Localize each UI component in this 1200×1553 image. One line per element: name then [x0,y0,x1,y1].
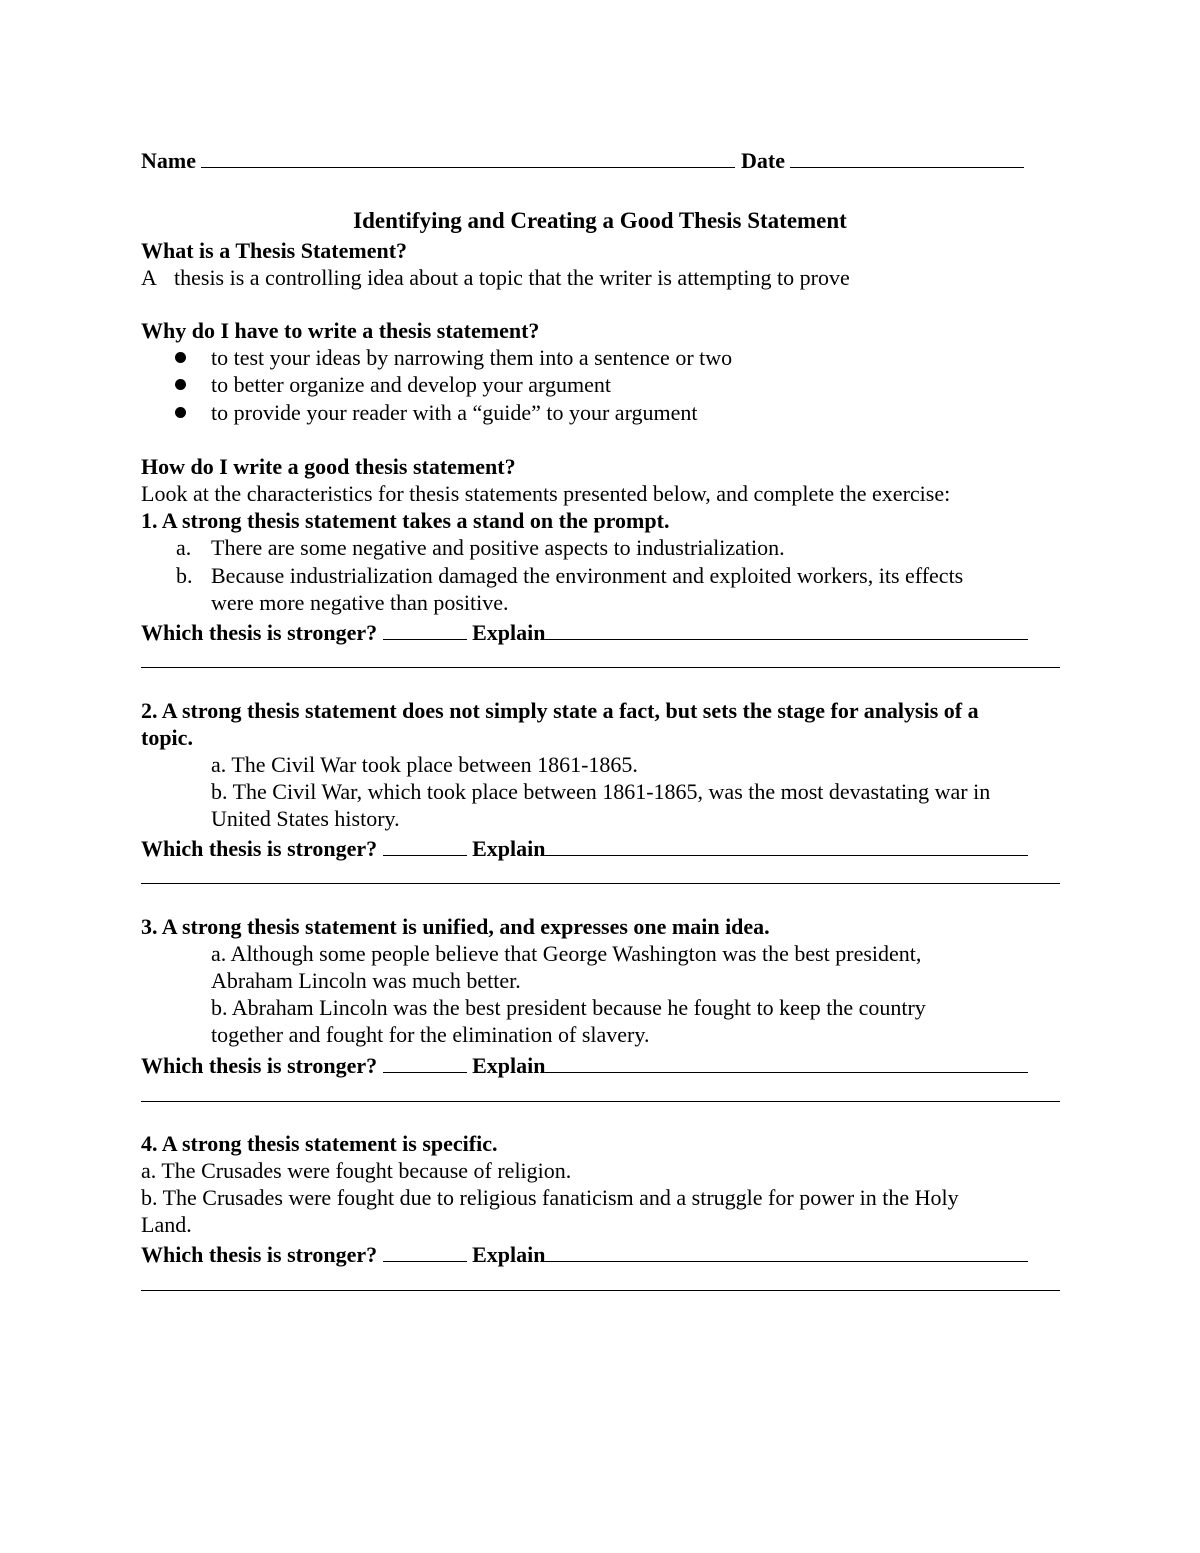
explain-label: Explain [472,1242,546,1267]
section-2-heading-cont: topic. [141,725,193,750]
section-3-option-b-cont: together and fought for the elimination of slavery. [211,1022,650,1047]
section-1-b-marker: b. [176,563,193,588]
section-1-answer-line[interactable] [141,667,1060,668]
section-4-explain-field[interactable] [545,1239,1028,1262]
section-3-choice-field[interactable] [383,1050,467,1073]
section-4-answer-row [141,1239,1028,1268]
section-1-option-b-cont: were more negative than positive. [211,590,509,615]
which-label: Which thesis is stronger? [141,1053,378,1078]
section-4-option-b-cont: Land. [141,1212,192,1237]
section-2-heading: 2. A strong thesis statement does not simply state a fact, but sets the stage for analysis of a [141,698,979,723]
section-4-option-b: b. The Crusades were fought due to religious fanaticism and a struggle for power in the Holy [141,1185,959,1210]
bullet-icon [175,407,186,418]
why-bullet-3: to provide your reader with a “guide” to your argument [211,400,698,425]
section-3-option-a-cont: Abraham Lincoln was much better. [211,968,521,993]
bullet-icon [175,352,186,363]
section-1-option-a: There are some negative and positive aspects to industrialization. [211,535,785,560]
section-4-heading: 4. A strong thesis statement is specific. [141,1131,498,1156]
what-heading: What is a Thesis Statement? [141,238,408,263]
section-3-heading: 3. A strong thesis statement is unified, and expresses one main idea. [141,914,770,939]
section-3-explain-field[interactable] [545,1050,1028,1073]
name-field[interactable] [201,145,735,168]
which-label: Which thesis is stronger? [141,620,378,645]
explain-label: Explain [472,620,546,645]
section-2-option-a: a. The Civil War took place between 1861-1865. [211,752,638,777]
bullet-icon [175,379,186,390]
section-2-answer-line[interactable] [141,883,1060,884]
why-bullet-2: to better organize and develop your argument [211,372,611,397]
section-4-choice-field[interactable] [383,1239,467,1262]
how-intro: Look at the characteristics for thesis statements presented below, and complete the exercise: [141,481,951,506]
what-marker: A [141,265,157,290]
what-definition: thesis is a controlling idea about a topic that the writer is attempting to prove [174,265,850,290]
section-4-option-a: a. The Crusades were fought because of religion. [141,1158,572,1183]
name-label: Name [141,148,196,173]
section-1-answer-row [141,617,1028,646]
section-2-option-b-cont: United States history. [211,806,400,831]
section-3-answer-line[interactable] [141,1101,1060,1102]
how-heading: How do I write a good thesis statement? [141,454,516,479]
date-field[interactable] [790,145,1024,168]
why-heading: Why do I have to write a thesis statement? [141,318,540,343]
section-1-a-marker: a. [176,535,192,560]
section-2-option-b: b. The Civil War, which took place between 1861-1865, was the most devastating war in [211,779,991,804]
which-label: Which thesis is stronger? [141,836,378,861]
name-row [141,145,1024,174]
explain-label: Explain [472,836,546,861]
section-1-choice-field[interactable] [383,617,467,640]
which-label: Which thesis is stronger? [141,1242,378,1267]
why-bullet-1: to test your ideas by narrowing them into a sentence or two [211,345,733,370]
section-2-explain-field[interactable] [545,833,1028,856]
section-3-answer-row [141,1050,1028,1079]
section-4-answer-line[interactable] [141,1290,1060,1291]
section-1-option-b: Because industrialization damaged the environment and exploited workers, its effects [211,563,964,588]
section-3-option-b: b. Abraham Lincoln was the best president because he fought to keep the country [211,995,926,1020]
section-3-option-a: a. Although some people believe that George Washington was the best president, [211,941,922,966]
section-1-explain-field[interactable] [545,617,1028,640]
page-title: Identifying and Creating a Good Thesis Statement [353,208,847,233]
date-label: Date [740,148,785,173]
section-2-answer-row [141,833,1028,862]
explain-label: Explain [472,1053,546,1078]
section-1-heading: 1. A strong thesis statement takes a stand on the prompt. [141,508,670,533]
section-2-choice-field[interactable] [383,833,467,856]
